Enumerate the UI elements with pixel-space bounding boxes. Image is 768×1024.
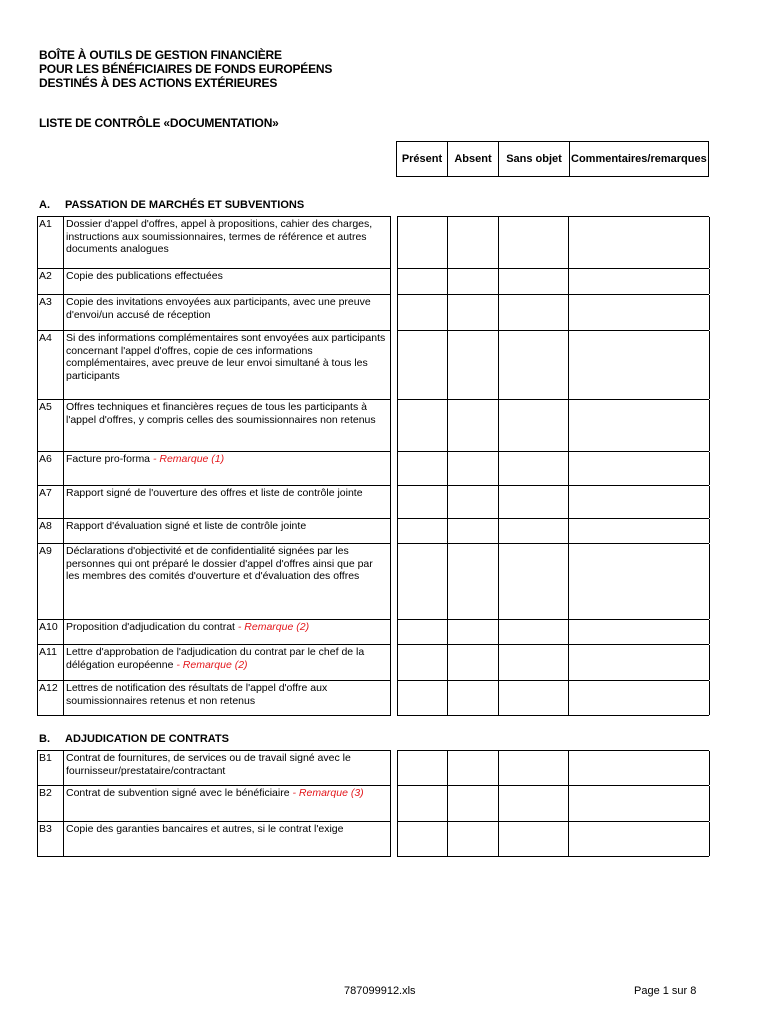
checkbox-row — [398, 519, 709, 544]
comments-cell[interactable] — [569, 217, 710, 268]
column-header-present: Présent — [397, 142, 448, 176]
checklist-row — [38, 620, 391, 645]
section-b-checkboxes — [397, 750, 709, 857]
section-letter: A. — [39, 199, 50, 211]
section-b-items — [37, 750, 391, 857]
checklist-row — [38, 645, 391, 681]
item-code: A9 — [38, 544, 64, 619]
item-text: Rapport signé de l'ouverture des offres et liste de contrôle jointe — [66, 487, 363, 499]
checkbox-row — [398, 620, 709, 645]
checkbox-row — [398, 822, 709, 857]
item-code: A6 — [38, 452, 64, 485]
present-cell[interactable] — [398, 452, 448, 485]
remark-note: - Remarque (2) — [237, 621, 310, 633]
item-text: Dossier d'appel d'offres, appel à propositions, cahier des charges, instructions aux soumissionnaires, termes de référence et autres documents analogues — [66, 218, 373, 256]
item-description — [64, 822, 391, 856]
item-text: Copie des garanties bancaires et autres, si le contrat l'exige — [66, 823, 344, 835]
checklist-row — [38, 544, 391, 620]
comments-cell[interactable] — [569, 452, 710, 485]
section-title: PASSATION DE MARCHÉS ET SUBVENTIONS — [65, 199, 305, 211]
footer-filename: 787099912.xls — [344, 985, 416, 997]
not-applicable-cell[interactable] — [499, 452, 569, 485]
present-cell[interactable] — [398, 786, 448, 821]
item-code: B1 — [38, 751, 64, 785]
section-a-heading — [39, 199, 304, 211]
checklist-row — [38, 519, 391, 544]
checkbox-row — [398, 400, 709, 452]
present-cell[interactable] — [398, 486, 448, 518]
item-description — [64, 786, 391, 821]
checkbox-row — [398, 645, 709, 681]
item-description — [64, 519, 391, 543]
comments-cell[interactable] — [569, 400, 710, 451]
present-cell[interactable] — [398, 400, 448, 451]
comments-cell[interactable] — [569, 269, 710, 294]
item-text: Rapport d'évaluation signé et liste de contrôle jointe — [66, 520, 307, 532]
item-code: A8 — [38, 519, 64, 543]
absent-cell[interactable] — [448, 645, 499, 680]
checklist-row — [38, 822, 391, 857]
column-header-comments: Commentaires/remarques — [571, 153, 707, 165]
absent-cell[interactable] — [448, 751, 499, 785]
item-code: B2 — [38, 786, 64, 821]
absent-cell[interactable] — [448, 620, 499, 644]
checklist-row — [38, 331, 391, 400]
present-cell[interactable] — [398, 519, 448, 543]
item-text: Si des informations complémentaires sont envoyées aux participants concernant l'appel d'offres, copie de ces informations complémentaires, avec preuve de leur envoi simultané à tous les participants — [66, 332, 386, 383]
absent-cell[interactable] — [448, 519, 499, 543]
checkbox-row — [398, 269, 709, 295]
item-description — [64, 452, 391, 485]
checklist-row — [38, 486, 391, 519]
comments-cell[interactable] — [569, 786, 710, 821]
not-applicable-cell[interactable] — [499, 751, 569, 785]
checklist-row — [38, 681, 391, 716]
present-cell[interactable] — [398, 331, 448, 399]
absent-cell[interactable] — [448, 544, 499, 619]
comments-cell[interactable] — [569, 681, 710, 715]
comments-cell[interactable] — [569, 544, 710, 619]
present-cell[interactable] — [398, 295, 448, 330]
item-text: Copie des publications effectuées — [66, 270, 223, 282]
present-cell[interactable] — [398, 822, 448, 856]
item-text: Lettres de notification des résultats de l'appel d'offre aux soumissionnaires retenus et non retenus — [66, 682, 328, 707]
column-header-row — [396, 141, 709, 177]
item-code: A7 — [38, 486, 64, 518]
item-description — [64, 751, 391, 785]
section-letter: B. — [39, 733, 50, 745]
present-cell[interactable] — [398, 751, 448, 785]
item-code: A5 — [38, 400, 64, 451]
item-text: Contrat de subvention signé avec le bénéficiaire — [66, 787, 293, 799]
not-applicable-cell[interactable] — [499, 400, 569, 451]
item-description — [64, 217, 391, 268]
item-description — [64, 331, 391, 399]
absent-cell[interactable] — [448, 486, 499, 518]
not-applicable-cell[interactable] — [499, 295, 569, 330]
item-code: A2 — [38, 269, 64, 294]
not-applicable-cell[interactable] — [499, 269, 569, 294]
section-title: ADJUDICATION DE CONTRATS — [65, 733, 229, 745]
not-applicable-cell[interactable] — [499, 645, 569, 680]
comments-cell[interactable] — [569, 620, 710, 644]
comments-cell[interactable] — [569, 295, 710, 330]
comments-cell[interactable] — [569, 822, 710, 856]
item-description — [64, 681, 391, 715]
footer-page-number: Page 1 sur 8 — [634, 985, 697, 997]
item-code: A4 — [38, 331, 64, 399]
item-description — [64, 645, 391, 680]
absent-cell[interactable] — [448, 331, 499, 399]
absent-cell[interactable] — [448, 681, 499, 715]
item-description — [64, 400, 391, 451]
title-line: DESTINÉS À DES ACTIONS EXTÉRIEURES — [39, 76, 278, 90]
checkbox-row — [398, 217, 709, 269]
not-applicable-cell[interactable] — [499, 519, 569, 543]
not-applicable-cell[interactable] — [499, 486, 569, 518]
item-text: Facture pro-forma — [66, 453, 153, 465]
section-b-heading — [39, 733, 229, 745]
item-code: A11 — [38, 645, 64, 680]
item-text: Copie des invitations envoyées aux participants, avec une preuve d'envoi/un accusé de réception — [66, 296, 371, 321]
document-title — [39, 48, 332, 90]
absent-cell[interactable] — [448, 822, 499, 856]
not-applicable-cell[interactable] — [499, 822, 569, 856]
item-text: Offres techniques et financières reçues de tous les participants à l'appel d'offres, y compris celles des soumissionnaires non retenus — [66, 401, 376, 426]
item-description — [64, 269, 391, 294]
remark-note: - Remarque (2) — [176, 658, 248, 671]
checkbox-row — [398, 681, 709, 716]
title-line: BOÎTE À OUTILS DE GESTION FINANCIÈRE — [39, 48, 282, 62]
section-a-checkboxes — [397, 216, 709, 716]
present-cell[interactable] — [398, 620, 448, 644]
checkbox-row — [398, 295, 709, 331]
item-code: A3 — [38, 295, 64, 330]
checklist-row — [38, 217, 391, 269]
comments-cell[interactable] — [569, 486, 710, 518]
checkbox-row — [398, 751, 709, 786]
not-applicable-cell[interactable] — [499, 681, 569, 715]
item-description — [64, 295, 391, 330]
checklist-row — [38, 400, 391, 452]
remark-note: - Remarque (1) — [152, 453, 225, 465]
item-text: Proposition d'adjudication du contrat — [66, 621, 238, 633]
not-applicable-cell[interactable] — [499, 544, 569, 619]
column-header-absent: Absent — [448, 142, 499, 176]
comments-cell[interactable] — [569, 645, 710, 680]
present-cell[interactable] — [398, 544, 448, 619]
not-applicable-cell[interactable] — [499, 786, 569, 821]
checklist-row — [38, 295, 391, 331]
item-code: A10 — [38, 620, 64, 644]
item-code: A12 — [38, 681, 64, 715]
absent-cell[interactable] — [448, 217, 499, 268]
checklist-row — [38, 452, 391, 486]
not-applicable-cell[interactable] — [499, 217, 569, 268]
item-text: Contrat de fournitures, de services ou de travail signé avec le fournisseur/prestataire/contractant — [66, 752, 351, 777]
item-description — [64, 544, 391, 619]
not-applicable-cell[interactable] — [499, 620, 569, 644]
present-cell[interactable] — [398, 645, 448, 680]
absent-cell[interactable] — [448, 269, 499, 294]
item-description — [64, 620, 391, 644]
item-code: A1 — [38, 217, 64, 268]
not-applicable-cell[interactable] — [499, 331, 569, 399]
checklist-row — [38, 269, 391, 295]
comments-cell[interactable] — [569, 331, 710, 399]
checkbox-row — [398, 544, 709, 620]
section-a-items — [37, 216, 391, 716]
present-cell[interactable] — [398, 217, 448, 268]
comments-cell[interactable] — [569, 519, 710, 543]
present-cell[interactable] — [398, 681, 448, 715]
absent-cell[interactable] — [448, 295, 499, 330]
checkbox-row — [398, 331, 709, 400]
present-cell[interactable] — [398, 269, 448, 294]
checkbox-row — [398, 452, 709, 486]
absent-cell[interactable] — [448, 400, 499, 451]
item-text: Lettre d'approbation de l'adjudication du contrat par le chef de la délégation européenne — [66, 646, 365, 671]
item-description — [64, 486, 391, 518]
absent-cell[interactable] — [448, 452, 499, 485]
column-header-not-applicable: Sans objet — [499, 142, 570, 176]
absent-cell[interactable] — [448, 786, 499, 821]
comments-cell[interactable] — [569, 751, 710, 785]
title-line: POUR LES BÉNÉFICIAIRES DE FONDS EUROPÉENS — [39, 62, 333, 76]
item-code: B3 — [38, 822, 64, 856]
checklist-row — [38, 751, 391, 786]
item-text: Déclarations d'objectivité et de confidentialité signées par les personnes qui ont préparé le dossier d'appel d'offres ainsi que par les membres des comités d'ouverture et d'évaluation des offres — [66, 545, 373, 583]
checkbox-row — [398, 486, 709, 519]
checklist-row — [38, 786, 391, 822]
remark-note: - Remarque (3) — [292, 787, 364, 799]
checklist-title: LISTE DE CONTRÔLE «DOCUMENTATION» — [39, 116, 279, 130]
checkbox-row — [398, 786, 709, 822]
